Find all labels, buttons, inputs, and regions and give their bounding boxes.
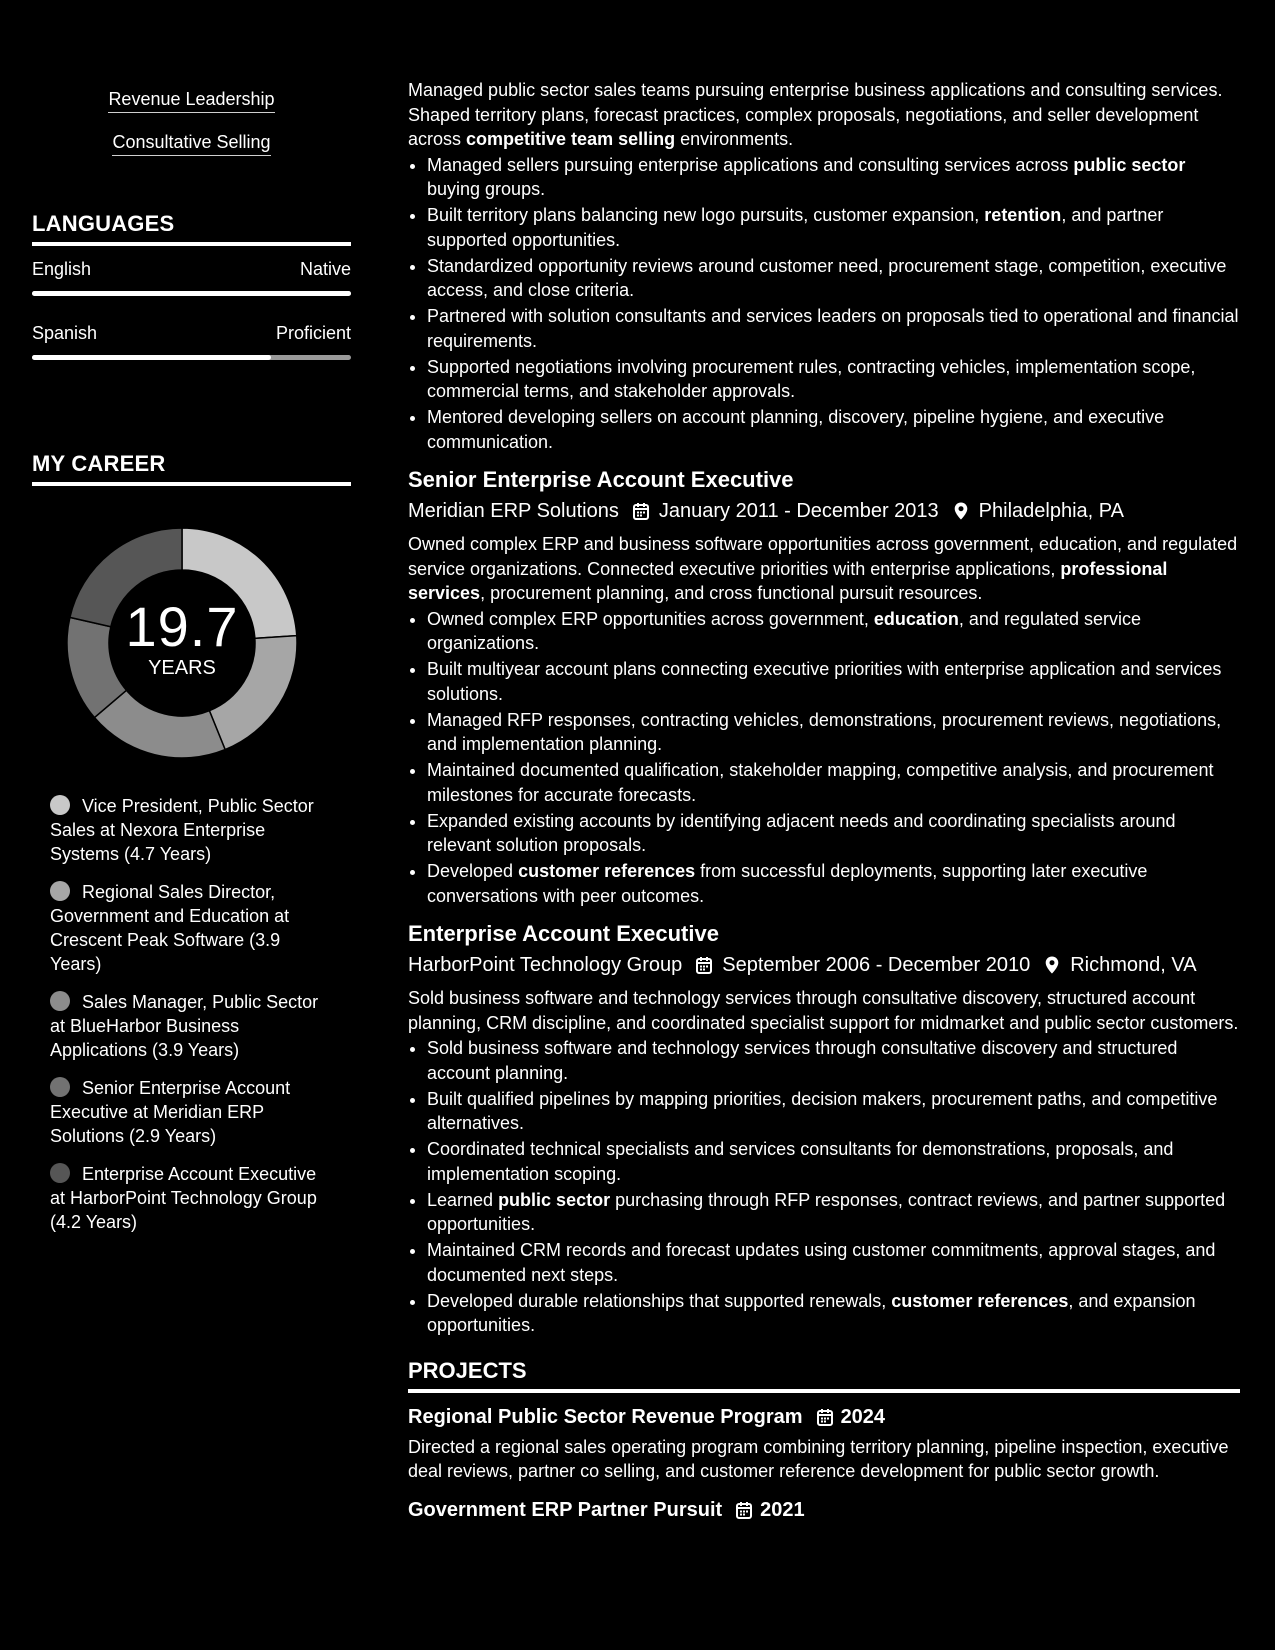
- career-legend-item: [50, 794, 332, 866]
- sidebar: [32, 0, 351, 1232]
- text-run: , and partner supported opportunities.: [427, 205, 1164, 250]
- job-summary: [408, 532, 1240, 606]
- bold-text: public sector: [1073, 154, 1186, 175]
- bold-text: retention: [984, 205, 1062, 225]
- bullet-item: [427, 405, 1240, 454]
- text-run: buying groups.: [427, 179, 546, 199]
- text-run: Developed durable relationships that supported renewals,: [427, 1290, 892, 1311]
- bold-text: customer references: [891, 1290, 1069, 1311]
- bullet-item: [427, 1137, 1240, 1186]
- bullet-item: [427, 203, 1240, 252]
- bullet-item: [427, 355, 1240, 404]
- project-title: Regional Public Sector Revenue Program: [408, 1405, 803, 1428]
- text-run: Partnered with solution consultants and services leaders on proposals tied to operational and financial requirements.: [427, 306, 1239, 351]
- projects-section: [408, 1358, 1240, 1524]
- text-run: Sold business software and technology services through consultative discovery and structured account planning.: [427, 1038, 1178, 1083]
- calendar-icon: [734, 1500, 754, 1520]
- text-run: , and regulated service organizations.: [427, 608, 1142, 653]
- project-entry: [408, 1496, 1240, 1524]
- location-pin-icon: [951, 501, 971, 521]
- text-run: Maintained CRM records and forecast updates using customer commitments, approval stages, and documented next steps.: [427, 1240, 1216, 1285]
- job-title: Enterprise Account Executive: [408, 921, 719, 946]
- career-legend-item: [50, 1162, 332, 1234]
- bullet-item: [427, 1087, 1240, 1136]
- project-entry: [408, 1403, 1240, 1484]
- legend-dot: [50, 1077, 70, 1097]
- text-run: Owned complex ERP opportunities across government,: [427, 608, 874, 629]
- career-donut-chart: [67, 528, 297, 758]
- bold-text: public sector: [498, 1189, 611, 1210]
- bullet-item: [427, 758, 1240, 807]
- skills-list: [32, 0, 351, 156]
- text-run: Managed public sector sales teams pursuing enterprise business applications and consulting services. Shaped territory plans, forecast practices, complex proposals, negotiations, and seller development across: [408, 80, 1223, 149]
- calendar-icon: [631, 501, 651, 521]
- job-bullets: [408, 607, 1240, 909]
- text-run: Learned: [427, 1189, 499, 1210]
- career-legend-item: [50, 1076, 332, 1148]
- job-title: Senior Enterprise Account Executive: [408, 467, 794, 492]
- text-run: Expanded existing accounts by identifying adjacent needs and coordinating specialists around relevant solution proposals.: [427, 810, 1176, 855]
- career-section: [32, 451, 351, 1248]
- career-total-years: 19.7: [125, 595, 239, 658]
- text-run: Managed RFP responses, contracting vehicles, demonstrations, procurement reviews, negotiations, and implementation planning.: [427, 709, 1222, 754]
- job-meta: [408, 498, 1240, 524]
- bullet-item: [427, 254, 1240, 303]
- text-run: Sold business software and technology services through consultative discovery, structured account planning, CRM discipline, and coordinated specialist support for midmarket and public sector customers.: [408, 988, 1239, 1033]
- text-run: purchasing through RFP responses, contract reviews, and partner supported opportunities.: [427, 1189, 1226, 1234]
- job-company: Meridian ERP Solutions: [408, 500, 619, 522]
- career-legend-label: Regional Sales Director, Government and Education at Crescent Peak Software (3.9 Years): [50, 882, 290, 974]
- text-run: Built territory plans balancing new logo pursuits, customer expansion,: [427, 205, 985, 225]
- text-run: , procurement planning, and cross functional pursuit resources.: [480, 583, 983, 603]
- bullet-item: [427, 1036, 1240, 1085]
- calendar-icon: [815, 1407, 835, 1427]
- calendar-icon: [694, 955, 714, 975]
- bullet-item: [427, 1238, 1240, 1287]
- text-run: Mentored developing sellers on account planning, discovery, pipeline hygiene, and executive communication.: [427, 407, 1165, 452]
- bullet-item: [427, 304, 1240, 353]
- text-run: Standardized opportunity reviews around customer need, procurement stage, competition, executive access, and close criteria.: [427, 255, 1227, 300]
- language-name: English: [32, 259, 92, 279]
- main-content: [408, 78, 1240, 1524]
- career-legend-label: Vice President, Public Sector Sales at Nexora Enterprise Systems (4.7 Years): [50, 796, 314, 864]
- bullet-item: [427, 657, 1240, 706]
- job-company: HarborPoint Technology Group: [408, 954, 683, 976]
- career-legend-label: Enterprise Account Executive at HarborPoint Technology Group (4.2 Years): [50, 1164, 317, 1232]
- job-meta: [408, 952, 1240, 978]
- text-run: , and expansion opportunities.: [427, 1290, 1196, 1335]
- language-proficiency-bar: [32, 291, 351, 296]
- bullet-item: [427, 859, 1240, 908]
- job-location: Richmond, VA: [1070, 954, 1197, 976]
- career-legend: [50, 794, 332, 1234]
- role-summary: [408, 78, 1240, 152]
- job-entry: [408, 466, 1240, 908]
- language-item: [32, 259, 351, 296]
- text-run: from successful deployments, supporting later executive conversations with peer outcomes.: [427, 861, 1148, 906]
- bold-text: competitive team selling: [466, 129, 676, 149]
- job-bullets: [408, 1036, 1240, 1338]
- project-title: Government ERP Partner Pursuit: [408, 1498, 723, 1521]
- legend-dot: [50, 1163, 70, 1183]
- bullet-item: [427, 809, 1240, 858]
- language-proficiency-fill: [32, 291, 351, 296]
- career-legend-label: Sales Manager, Public Sector at BlueHarbor Business Applications (3.9 Years): [50, 992, 319, 1060]
- languages-section: [32, 211, 351, 360]
- language-name: Spanish: [32, 323, 98, 343]
- bold-text: customer references: [518, 861, 696, 881]
- language-level: Proficient: [275, 323, 351, 343]
- text-run: Built multiyear account plans connecting executive priorities with enterprise application and services solutions.: [427, 659, 1222, 704]
- skill-tag: Consultative Selling: [112, 131, 270, 156]
- job-dates: September 2006 - December 2010: [722, 954, 1031, 976]
- text-run: Owned complex ERP and business software opportunities across government, education, and regulated service organizations. Connected executive priorities with enterprise applications,: [408, 534, 1238, 579]
- project-date: 2021: [760, 1498, 805, 1521]
- bullet-item: [427, 1289, 1240, 1338]
- bullet-item: [427, 708, 1240, 757]
- language-item: [32, 323, 351, 360]
- languages-heading: LANGUAGES: [32, 211, 351, 246]
- bold-text: professional services: [408, 558, 1168, 603]
- career-total-unit: YEARS: [148, 657, 216, 679]
- legend-dot: [50, 881, 70, 901]
- career-legend-label: Senior Enterprise Account Executive at Meridian ERP Solutions (2.9 Years): [50, 1078, 291, 1146]
- text-run: Built qualified pipelines by mapping priorities, decision makers, procurement paths, and competitive alternatives.: [427, 1088, 1218, 1133]
- text-run: Maintained documented qualification, stakeholder mapping, competitive analysis, and procurement milestones for accurate forecasts.: [427, 760, 1214, 805]
- career-legend-item: [50, 990, 332, 1062]
- legend-dot: [50, 795, 70, 815]
- bullet-item: [427, 153, 1240, 202]
- bullet-item: [427, 607, 1240, 656]
- text-run: Supported negotiations involving procurement rules, contracting vehicles, implementation scope, commercial terms, and stakeholder approvals.: [427, 356, 1196, 401]
- projects-heading: PROJECTS: [408, 1358, 1240, 1393]
- language-proficiency-fill: [32, 355, 271, 360]
- language-level: Native: [299, 259, 351, 279]
- text-run: environments.: [675, 129, 794, 149]
- text-run: Coordinated technical specialists and services consultants for demonstrations, proposals, and implementation scoping.: [427, 1139, 1174, 1184]
- job-summary: [408, 986, 1240, 1035]
- project-date: 2024: [840, 1405, 886, 1428]
- project-description: Directed a regional sales operating program combining territory planning, pipeline inspection, executive deal reviews, partner co selling, and customer reference development for public sector growth.: [408, 1436, 1229, 1481]
- career-heading: MY CAREER: [32, 451, 351, 486]
- job-location: Philadelphia, PA: [978, 500, 1124, 522]
- job-dates: January 2011 - December 2013: [658, 500, 939, 522]
- text-run: Developed: [427, 861, 519, 881]
- language-proficiency-bar: [32, 355, 351, 360]
- career-legend-item: [50, 880, 332, 976]
- skill-tag: Revenue Leadership: [108, 88, 274, 113]
- role-bullets: [408, 153, 1240, 455]
- text-run: Managed sellers pursuing enterprise applications and consulting services across: [427, 154, 1074, 175]
- bullet-item: [427, 1188, 1240, 1237]
- legend-dot: [50, 991, 70, 1011]
- bold-text: education: [873, 608, 959, 629]
- job-entry: [408, 920, 1240, 1338]
- location-pin-icon: [1042, 955, 1062, 975]
